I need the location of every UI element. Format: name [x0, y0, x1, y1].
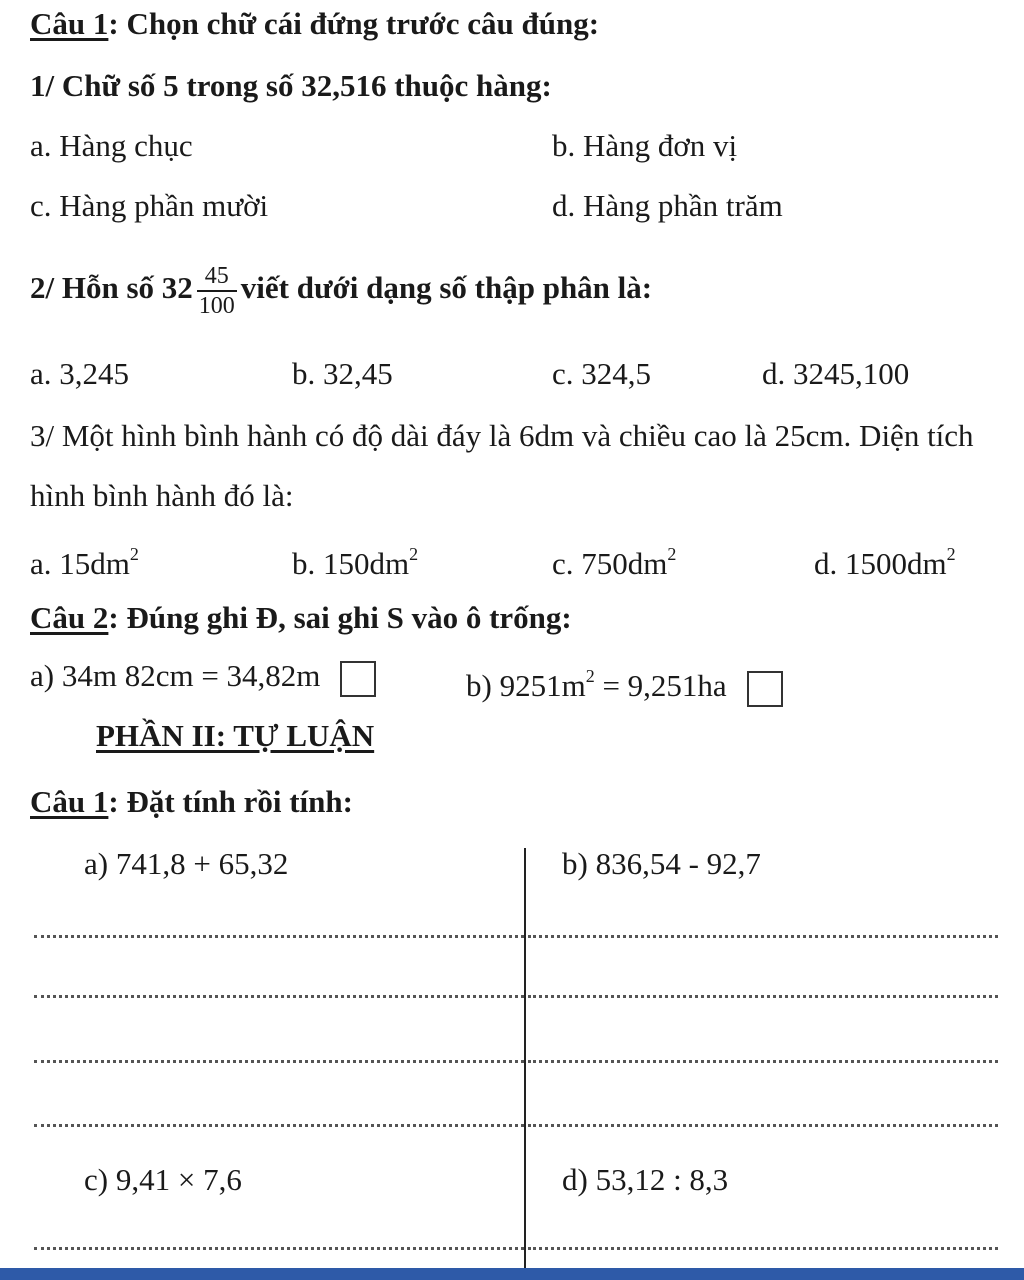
dotted-answer-line — [34, 1060, 524, 1063]
q2-option-d: d. 3245,100 — [762, 356, 910, 391]
exercise-d: d) 53,12 : 8,3 — [562, 1162, 729, 1197]
fraction-denominator: 100 — [198, 292, 235, 319]
section2-heading — [30, 598, 572, 638]
bottom-edge-bar — [0, 1268, 1024, 1280]
section2-heading-label: Câu 2 — [30, 600, 109, 635]
q3-option-a: a. $15dm^2$ — [30, 544, 139, 581]
dotted-answer-line — [528, 1124, 998, 1127]
answer-box-a[interactable] — [340, 661, 376, 697]
q2-option-c: c. 324,5 — [552, 356, 652, 391]
dotted-answer-line — [528, 995, 998, 998]
part2-heading — [30, 782, 353, 822]
exercise-a: a) 741,8 + 65,32 — [84, 846, 289, 881]
q1-option-d: d. Hàng phần trăm — [552, 188, 783, 223]
q2-prompt — [30, 250, 652, 326]
q1-option-b: b. Hàng đơn vị — [552, 128, 738, 163]
dotted-answer-line — [34, 935, 524, 938]
dotted-answer-line — [34, 1247, 524, 1250]
part2-heading-text: : Đặt tính rồi tính: — [108, 784, 353, 819]
q3-prompt-line2: hình bình hành đó là: — [30, 478, 294, 513]
section2-heading-text: : Đúng ghi Đ, sai ghi S vào ô trống: — [108, 600, 572, 635]
part2-title: PHẦN II: TỰ LUẬN — [96, 718, 375, 753]
exercise-c: c) 9,41 × 7,6 — [84, 1162, 242, 1197]
q2-prompt-before: 2/ Hỗn số 32 — [30, 270, 193, 305]
dotted-answer-line — [528, 935, 998, 938]
q1-prompt: 1/ Chữ số 5 trong số 32,516 thuộc hàng: — [30, 68, 552, 103]
fraction-numerator: 45 — [197, 262, 237, 292]
truefalse-item-a — [30, 656, 376, 697]
q2-option-b: b. 32,45 — [292, 356, 393, 391]
q3-prompt-line1: 3/ Một hình bình hành có độ dài đáy là 6dm và chiều cao là 25cm. Diện tích — [30, 418, 974, 453]
dotted-answer-line — [528, 1247, 998, 1250]
column-divider — [524, 848, 526, 1280]
exercise-b: b) 836,54 - 92,7 — [562, 846, 761, 881]
q1-option-a: a. Hàng chục — [30, 128, 193, 163]
q3-option-b: b. $150dm^2$ — [292, 544, 419, 581]
q1-option-c: c. Hàng phần mười — [30, 188, 269, 223]
dotted-answer-line — [528, 1060, 998, 1063]
section1-heading — [30, 4, 599, 44]
truefalse-item-b: b) $9251m^2 = 9,251ha$ — [466, 656, 783, 707]
q3-option-d: d. $1500dm^2$ — [814, 544, 956, 581]
q2-prompt-after: viết dưới dạng số thập phân là: — [240, 270, 653, 305]
section1-heading-label: Câu 1 — [30, 6, 109, 41]
q3-option-c: c. $750dm^2$ — [552, 544, 677, 581]
dotted-answer-line — [34, 995, 524, 998]
dotted-answer-line — [34, 1124, 524, 1127]
answer-box-b[interactable] — [747, 671, 783, 707]
q2-option-a: a. 3,245 — [30, 356, 130, 391]
part2-heading-label: Câu 1 — [30, 784, 109, 819]
section1-heading-text: : Chọn chữ cái đứng trước câu đúng: — [108, 6, 600, 41]
mixed-number-fraction — [197, 262, 237, 320]
truefalse-item-a-text: a) 34m 82cm = 34,82m — [30, 658, 321, 693]
